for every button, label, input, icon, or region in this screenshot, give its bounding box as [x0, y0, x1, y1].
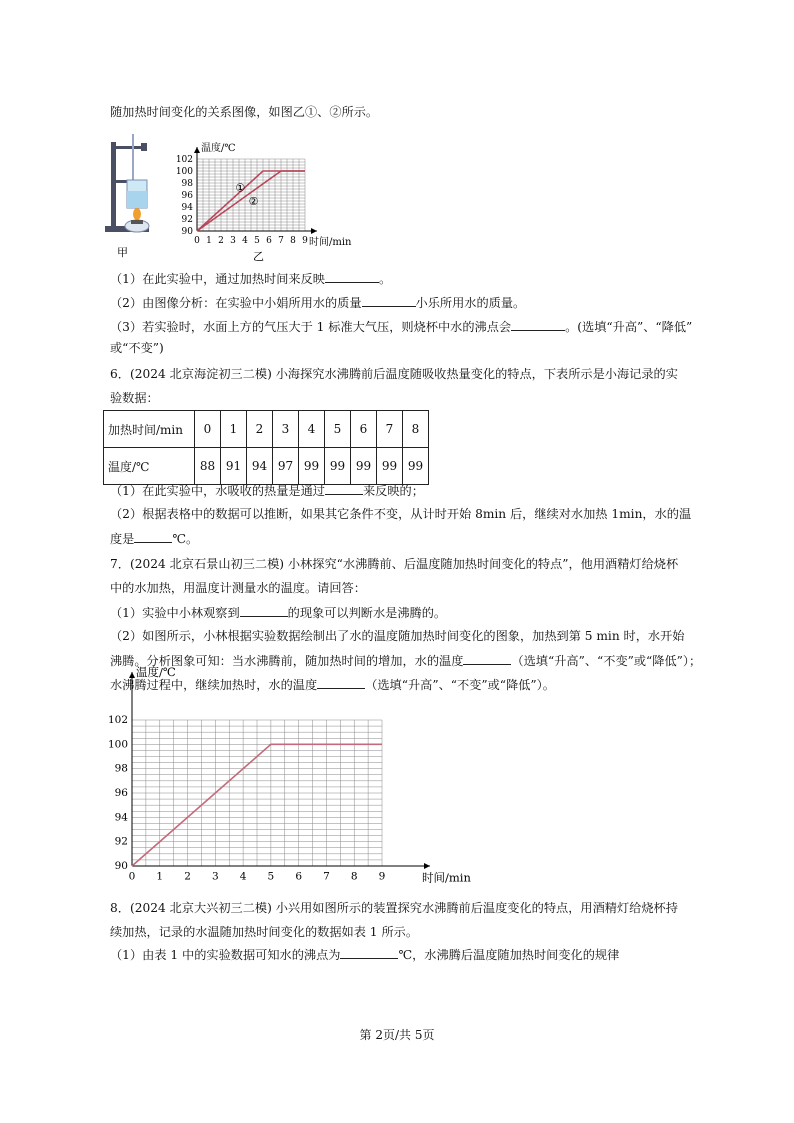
q1-line [110, 270, 391, 287]
series-label-1: ① [235, 181, 246, 195]
y-tick-label: 102 [107, 714, 128, 726]
table-row [104, 411, 429, 448]
p7-q2-text-b: 沸腾。分析图象可知：当水沸腾前，随加热时间的增加，水的温度 [110, 654, 464, 668]
x-tick-label: 9 [302, 236, 308, 246]
q1-blank[interactable] [325, 270, 379, 283]
series-label-2: ② [248, 195, 259, 209]
caption-yi: 乙 [253, 250, 264, 263]
x-tick-label: 7 [323, 870, 330, 883]
x-tick-label: 2 [184, 870, 191, 883]
x-tick-label: 1 [156, 870, 164, 883]
p6-q1-text-b: 来反映的； [362, 484, 424, 498]
p7-q1-text-b: 的现象可以判断水是沸腾的。 [287, 606, 447, 620]
small-chart [176, 141, 352, 248]
y-tick-label: 100 [107, 738, 128, 751]
x-tick-label: 4 [242, 236, 248, 246]
table-head-temp: 温度/℃ [104, 448, 195, 485]
apparatus-icon [105, 134, 149, 232]
table-cell: 91 [221, 448, 247, 485]
table-cell: 99 [403, 448, 429, 485]
q1-text: （1）在此实验中，通过加热时间来反映 [110, 272, 325, 286]
p7-q2-line-a: （2）如图所示，小林根据实验数据绘制出了水的温度随加热时间变化的图象，加热到第 5 min 时，水开始 [110, 629, 685, 643]
p8-q1-blank[interactable] [340, 946, 398, 959]
p7-q2-blank-2[interactable] [317, 676, 365, 689]
x-tick-label: 4 [239, 870, 247, 883]
table-cell: 88 [195, 448, 221, 485]
y-tick-label: 94 [114, 811, 128, 824]
x-tick-label: 5 [254, 236, 260, 246]
q3-blank[interactable] [511, 318, 565, 331]
caption-jia: 甲 [117, 246, 128, 259]
table-cell: 99 [299, 448, 325, 485]
table-cell: 99 [377, 448, 403, 485]
table-cell: 99 [351, 448, 377, 485]
table-cell: 2 [247, 411, 273, 448]
table-cell: 6 [351, 411, 377, 448]
x-axis-arrow-icon [311, 228, 317, 234]
table-cell: 97 [273, 448, 299, 485]
p7-q2-line-c [110, 676, 555, 693]
x-tick-label: 1 [206, 236, 212, 246]
table-cell: 7 [377, 411, 403, 448]
q3-line-2: 或“不变”) [110, 341, 164, 355]
q2-text-b: 小乐所用水的质量。 [415, 296, 526, 310]
y-axis-arrow-icon [129, 672, 135, 678]
table-cell: 3 [273, 411, 299, 448]
table-head-time: 加热时间/min [104, 411, 195, 448]
p6-q1-line [110, 482, 424, 499]
x-axis-title: 时间/min [422, 870, 471, 885]
q3-line [110, 318, 692, 335]
y-tick-label: 100 [175, 167, 193, 177]
y-axis-arrow-icon [194, 147, 200, 153]
p8-line-b: 续加热，记录的水温随加热时间变化的数据如表 1 所示。 [110, 925, 419, 939]
y-tick-label: 96 [114, 787, 128, 799]
p7-q2-blank-1[interactable] [463, 652, 511, 665]
p6-q1-blank[interactable] [325, 482, 363, 495]
x-tick-label: 0 [194, 236, 200, 246]
x-tick-label: 0 [128, 870, 136, 883]
y-tick-label: 102 [175, 155, 193, 165]
p7-q1-line [110, 604, 446, 621]
table-cell: 4 [299, 411, 325, 448]
q3-text-a: （3）若实验时，水面上方的气压大于 1 标准大气压，则烧杯中水的沸点会 [110, 320, 512, 334]
p7-q2-line-b [110, 652, 701, 669]
x-axis-title: 时间/min [309, 237, 352, 248]
q2-blank[interactable] [362, 294, 416, 307]
p8-q1-text-b: ℃，水沸腾后温度随加热时间变化的规律 [398, 948, 620, 962]
q3-text-b: 。(选填“升高”、“降低” [565, 320, 693, 334]
p6-line-b: 验数据： [110, 391, 159, 405]
p7-line-b: 中的水加热，用温度计测量水的温度。请回答： [110, 581, 366, 595]
x-tick-label: 6 [295, 870, 303, 883]
y-tick-label: 92 [114, 835, 128, 848]
large-chart-plot [108, 665, 472, 885]
x-tick-label: 3 [230, 236, 236, 246]
page-footer: 第 2页/共 5页 [359, 1028, 435, 1042]
x-axis-arrow-icon [424, 863, 430, 869]
y-axis-title: 温度/℃ [136, 665, 176, 679]
p7-q2-text-e: （选填“升高”、“不变”或“降低”）。 [365, 678, 555, 692]
table-cell: 1 [221, 411, 247, 448]
p6-q2-line-b [110, 530, 198, 547]
p8-q1-line [110, 946, 619, 963]
table-cell: 0 [195, 411, 221, 448]
x-tick-label: 8 [290, 236, 296, 246]
p6-q1-text-a: （1）在此实验中，水吸收的热量是通过 [110, 484, 325, 498]
y-tick-label: 98 [181, 179, 193, 189]
p6-line-a: 6．(2024 北京海淀初三二模) 小海探究水沸腾前后温度随吸收热量变化的特点，下表所示是小海记录的实 [110, 367, 678, 381]
p7-q2-text-d: 水沸腾过程中，继续加热时，水的温度 [110, 678, 318, 692]
x-tick-label: 9 [378, 870, 386, 883]
intro-line: 随加热时间变化的关系图像，如图乙①、②所示。 [110, 105, 379, 119]
table-cell: 94 [247, 448, 273, 485]
p7-q1-text-a: （1）实验中小林观察到 [110, 606, 240, 620]
y-tick-label: 92 [181, 215, 193, 225]
x-tick-label: 8 [350, 870, 358, 883]
q2-text-a: （2）由图像分析：在实验中小娟所用水的质量 [110, 296, 362, 310]
x-tick-label: 3 [211, 870, 219, 883]
p7-line-a: 7．(2024 北京石景山初三二模) 小林探究“水沸腾前、后温度随加热时间变化的特点”，他用酒精灯给烧杯 [110, 557, 679, 571]
y-axis-title: 温度/℃ [201, 143, 236, 154]
table-cell: 99 [325, 448, 351, 485]
q2-line [110, 294, 525, 311]
p8-line-a: 8．(2024 北京大兴初三二模) 小兴用如图所示的装置探究水沸腾前后温度变化的特点，用酒精灯给烧杯持 [110, 901, 678, 915]
y-tick-label: 90 [181, 227, 193, 237]
p6-q2-line-a: （2）根据表格中的数据可以推断，如果其它条件不变，从计时开始 8min 后，继续对水加热 1min，水的温 [110, 507, 692, 521]
table-cell: 8 [403, 411, 429, 448]
p8-q1-text-a: （1）由表 1 中的实验数据可知水的沸点为 [110, 948, 341, 962]
x-tick-label: 6 [266, 236, 272, 246]
p6-q2-blank[interactable] [134, 530, 172, 543]
p7-q1-blank[interactable] [240, 604, 288, 617]
x-tick-label: 7 [278, 236, 284, 246]
data-table [103, 410, 429, 485]
table-cell: 5 [325, 411, 351, 448]
x-tick-label: 2 [218, 236, 224, 246]
table-row [104, 448, 429, 485]
p7-q2-text-c: （选填“升高”、“不变”或“降低”）； [511, 654, 702, 668]
p6-q2-text-b: 度是 [110, 532, 135, 546]
q1-end: 。 [378, 272, 392, 286]
y-tick-label: 96 [181, 191, 193, 201]
y-tick-label: 98 [114, 762, 128, 775]
figure-apparatus-and-graph [105, 128, 385, 263]
y-tick-label: 94 [181, 203, 193, 213]
y-tick-label: 90 [114, 860, 128, 872]
x-tick-label: 5 [267, 870, 275, 883]
p6-q2-text-c: ℃。 [172, 532, 199, 546]
